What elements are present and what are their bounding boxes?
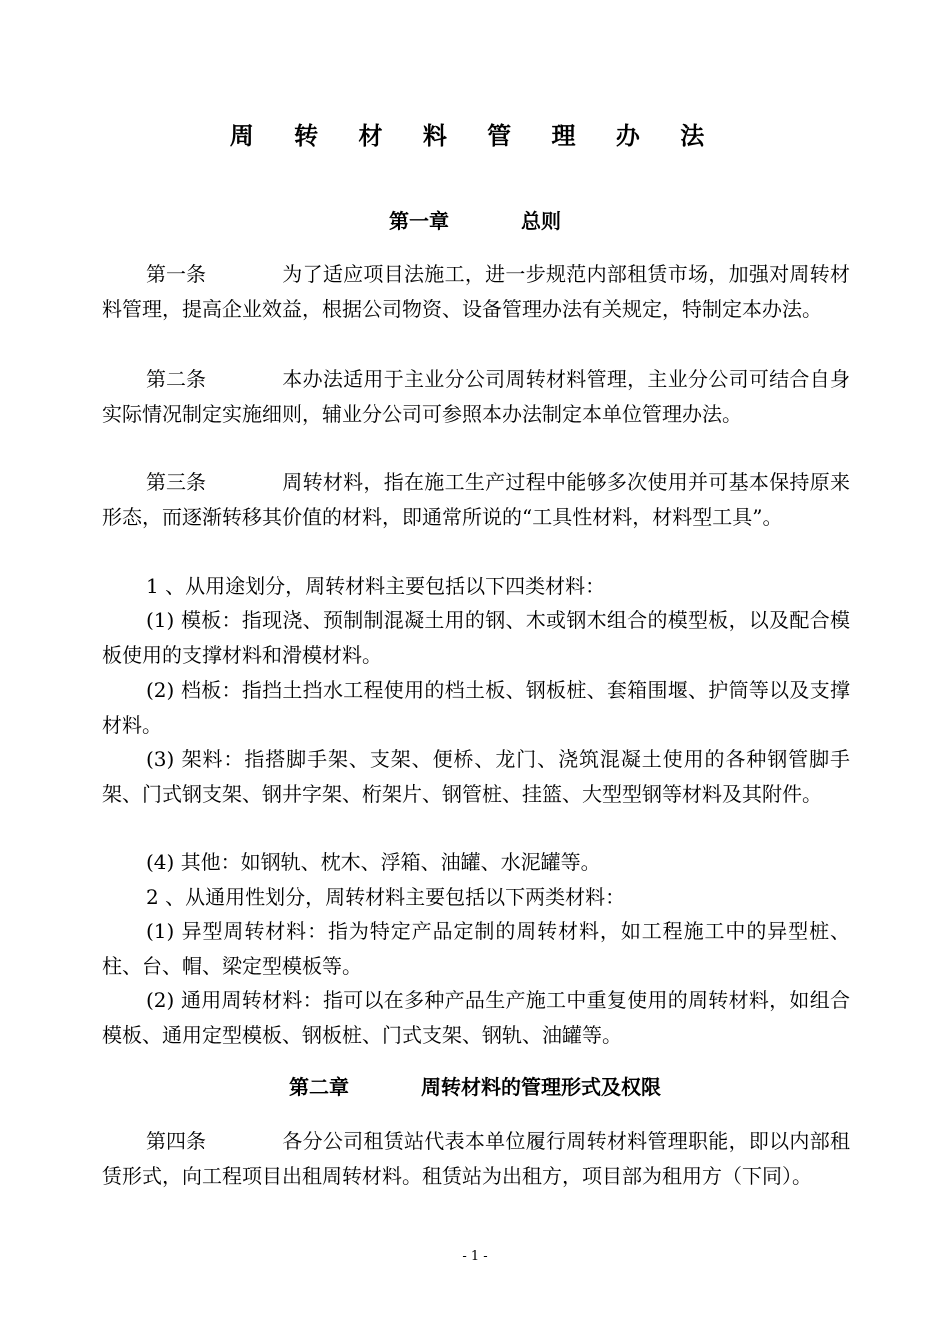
chapter-1-name: 总则 <box>521 209 561 233</box>
use-item-3: (3) 架料：指搭脚手架、支架、便桥、龙门、浇筑混凝土使用的各种钢管脚手架、门式钢支架、钢井字架、桁架片、钢管桩、挂篮、大型型钢等材料及其附件。 <box>102 747 850 806</box>
use-item-2: (2) 档板：指挡土挡水工程使用的档土板、钢板桩、套箱围堰、护筒等以及支撑材料。 <box>102 678 850 737</box>
document-title: 周 转 材 料 管 理 办 法 <box>229 122 721 150</box>
article-3-text: 周转材料，指在施工生产过程中能够多次使用并可基本保持原来形态，而逐渐转移其价值的材料，即通常所说的“工具性材料，材料型工具”。 <box>102 470 850 529</box>
chapter-1-number: 第一章 <box>389 209 449 233</box>
article-1 <box>102 257 850 326</box>
chapter-2-name: 周转材料的管理形式及权限 <box>421 1075 661 1099</box>
article-1-text: 为了适应项目法施工，进一步规范内部租赁市场，加强对周转材料管理，提高企业效益，根据公司物资、设备管理办法有关规定，特制定本办法。 <box>102 262 850 321</box>
general-item-1: (1) 异型周转材料：指为特定产品定制的周转材料，如工程施工中的异型桩、柱、台、帽、梁定型模板等。 <box>102 919 850 978</box>
chapter-2-number: 第二章 <box>289 1075 349 1099</box>
article-2 <box>102 362 850 431</box>
general-item-2: (2) 通用周转材料：指可以在多种产品生产施工中重复使用的周转材料，如组合模板、通用定型模板、钢板桩、门式支架、钢轨、油罐等。 <box>102 988 850 1047</box>
article-4-text: 各分公司租赁站代表本单位履行周转材料管理职能，即以内部租赁形式，向工程项目出租周转材料。租赁站为出租方，项目部为租用方（下同）。 <box>102 1129 850 1188</box>
article-3 <box>102 465 850 534</box>
chapter-2-heading <box>0 1072 950 1102</box>
article-3-label: 第三条 <box>146 470 206 494</box>
use-item-4: (4) 其他：如钢轨、枕木、浮箱、油罐、水泥罐等。 <box>146 850 601 874</box>
article-4-label: 第四条 <box>146 1129 206 1153</box>
chapter-1-heading <box>0 206 950 236</box>
article-4 <box>102 1124 850 1193</box>
classification-by-use: 1 、从用途划分，周转材料主要包括以下四类材料： <box>146 574 606 598</box>
article-2-label: 第二条 <box>146 367 206 391</box>
classification-by-generality: 2 、从通用性划分，周转材料主要包括以下两类材料： <box>146 885 626 909</box>
use-item-1: (1) 模板：指现浇、预制制混凝土用的钢、木或钢木组合的模型板，以及配合模板使用的支撑材料和滑模材料。 <box>102 608 850 667</box>
page-number: - 1 - <box>462 1249 488 1264</box>
article-1-label: 第一条 <box>146 262 206 286</box>
article-2-text: 本办法适用于主业分公司周转材料管理，主业分公司可结合自身实际情况制定实施细则，辅业分公司可参照本办法制定本单位管理办法。 <box>102 367 850 426</box>
